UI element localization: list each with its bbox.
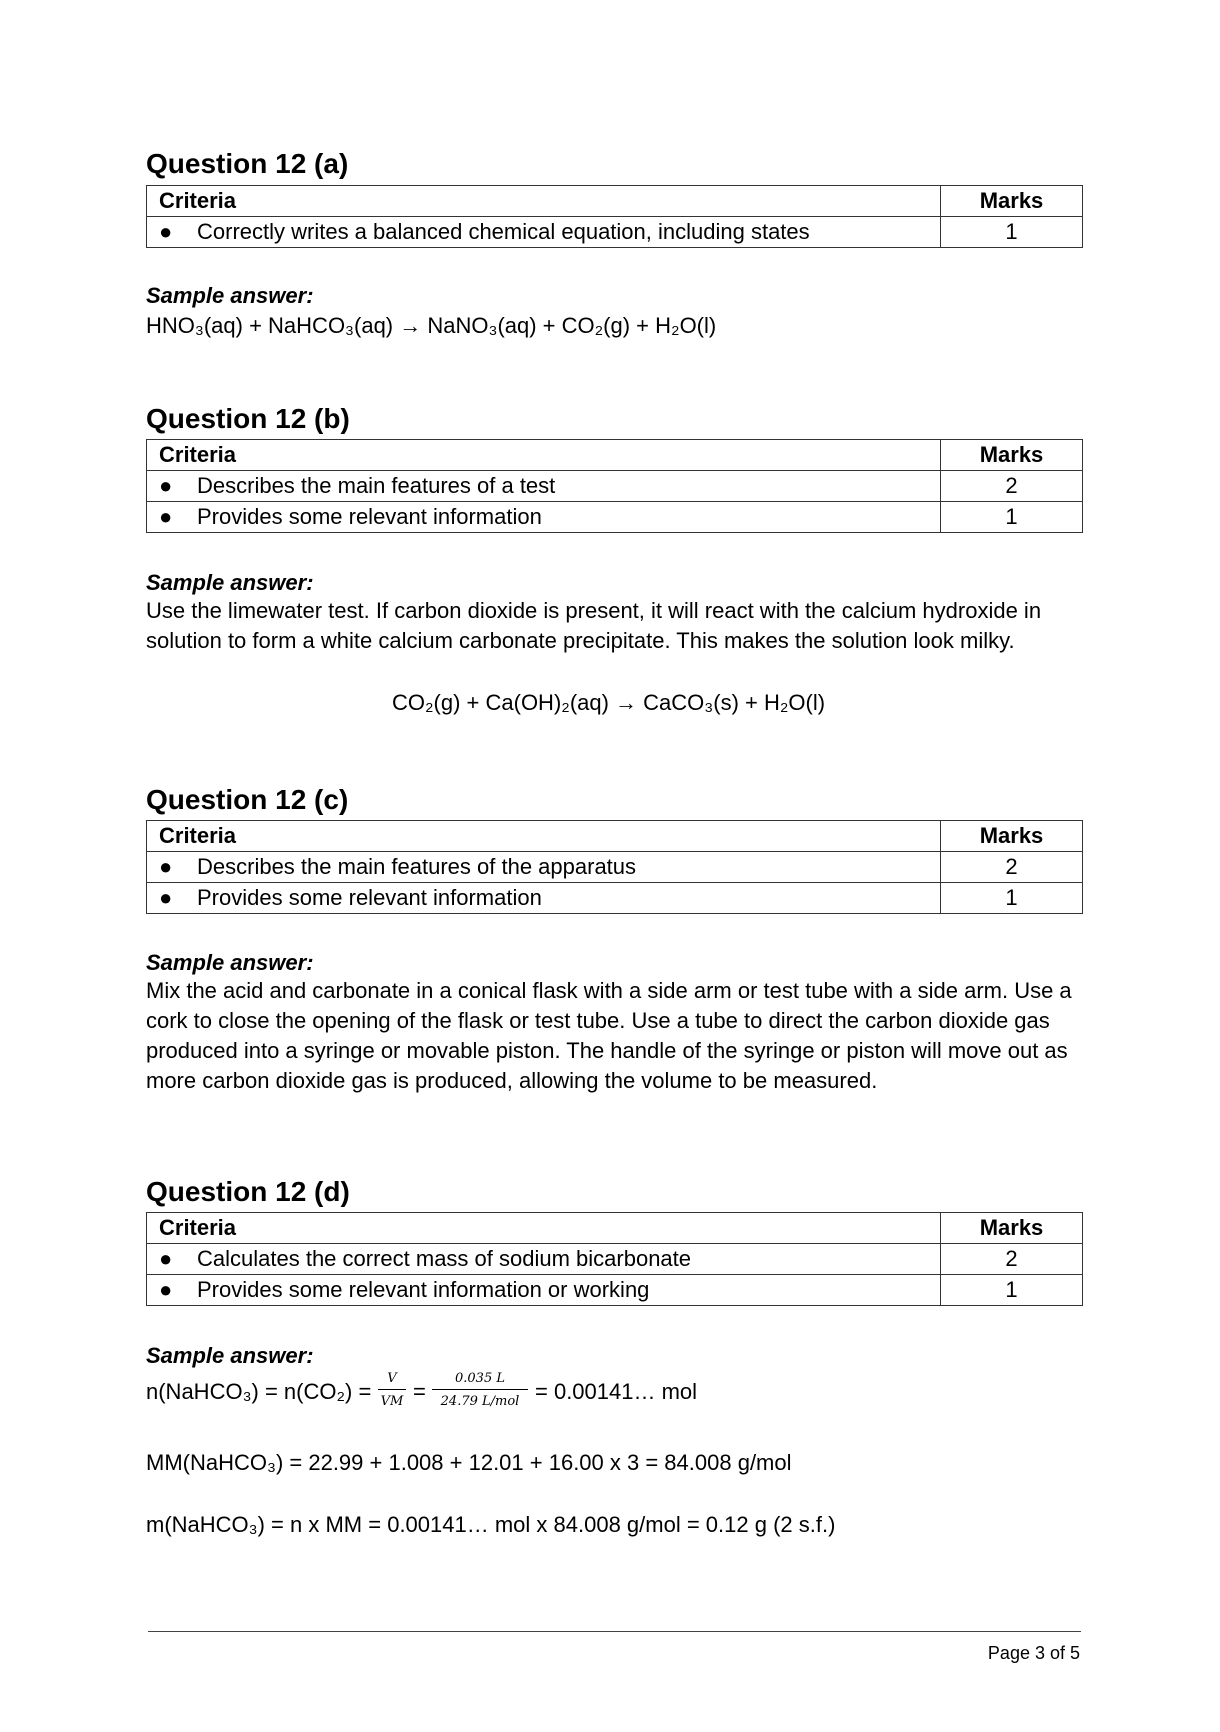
q12b-equation: CO₂(g) + Ca(OH)₂(aq) → CaCO₃(s) + H₂O(l) (392, 690, 826, 715)
q12c-answer: Mix the acid and carbonate in a conical flask with a side arm or test tube with a side arm. Use a cork to close the opening of the flask or test tube. Use a tube to direct the carbon dioxide gas produced into a syringe or movable piston. The handle of the syringe or piston will move out as more carbon dioxide gas is produced, allowing the volume to be measured. (146, 978, 1072, 1093)
table-row (147, 883, 1083, 914)
q12b-criteria-table (146, 439, 1083, 533)
q12c-sample-label: Sample answer: (146, 950, 314, 975)
criterion-text: Provides some relevant information (197, 885, 542, 910)
criteria-header: Criteria (147, 821, 941, 852)
frac2-bar (432, 1389, 528, 1390)
marks-value: 1 (941, 1275, 1083, 1306)
frac1-bar (378, 1389, 406, 1390)
frac1-numerator: V (387, 1371, 397, 1386)
q12a-equation: HNO₃(aq) + NaHCO₃(aq) → NaNO₃(aq) + CO₂(g) + H₂O(l) (146, 313, 717, 338)
table-header-row (147, 440, 1083, 471)
criteria-header: Criteria (147, 440, 941, 471)
marks-value: 1 (941, 883, 1083, 914)
bullet-icon: ● (159, 854, 173, 879)
marks-value: 2 (941, 1244, 1083, 1275)
table-row (147, 502, 1083, 533)
q12b-answer: Use the limewater test. If carbon dioxide is present, it will react with the calcium hydroxide in solution to form a white calcium carbonate precipitate. This makes the solution look milky. (146, 598, 1042, 653)
q12b-heading: Question 12 (b) (146, 403, 350, 434)
marks-header: Marks (941, 1213, 1083, 1244)
page-number: Page 3 of 5 (987, 1643, 1080, 1663)
table-row (147, 217, 1083, 248)
criterion-text: Provides some relevant information or working (197, 1277, 650, 1302)
table-header-row (147, 186, 1083, 217)
table-header-row (147, 821, 1083, 852)
bullet-icon: ● (159, 1277, 173, 1302)
table-row (147, 471, 1083, 502)
q12d-line3: m(NaHCO₃) = n x MM = 0.00141… mol x 84.008 g/mol = 0.12 g (2 s.f.) (146, 1512, 836, 1537)
marks-header: Marks (941, 821, 1083, 852)
q12d-equals: = (413, 1379, 426, 1404)
criterion-text: Describes the main features of a test (197, 473, 556, 498)
marks-header: Marks (941, 186, 1083, 217)
bullet-icon: ● (159, 1246, 173, 1271)
q12a-criteria-table (146, 185, 1083, 248)
q12d-line1-prefix: n(NaHCO₃) = n(CO₂) = (146, 1379, 372, 1404)
criteria-header: Criteria (147, 186, 941, 217)
marks-value: 1 (941, 502, 1083, 533)
q12a-heading: Question 12 (a) (146, 148, 349, 179)
criterion-text: Describes the main features of the apparatus (197, 854, 637, 879)
criteria-header: Criteria (147, 1213, 941, 1244)
table-header-row (147, 1213, 1083, 1244)
table-row (147, 1275, 1083, 1306)
criterion-text: Calculates the correct mass of sodium bicarbonate (197, 1246, 692, 1271)
marks-value: 2 (941, 852, 1083, 883)
criterion-text: Provides some relevant information (197, 504, 542, 529)
q12a-sample-label: Sample answer: (146, 283, 314, 308)
q12c-criteria-table (146, 820, 1083, 914)
bullet-icon: ● (159, 504, 173, 529)
marks-value: 2 (941, 471, 1083, 502)
table-row (147, 852, 1083, 883)
q12c-heading: Question 12 (c) (146, 784, 349, 815)
q12d-criteria-table (146, 1212, 1083, 1306)
table-row (147, 1244, 1083, 1275)
q12d-sample-label: Sample answer: (146, 1343, 314, 1368)
frac2-numerator: 0.035 L (455, 1371, 505, 1386)
q12d-line2: MM(NaHCO₃) = 22.99 + 1.008 + 12.01 + 16.00 x 3 = 84.008 g/mol (146, 1450, 792, 1475)
marks-value: 1 (941, 217, 1083, 248)
q12b-sample-label: Sample answer: (146, 570, 314, 595)
bullet-icon: ● (159, 219, 173, 244)
bullet-icon: ● (159, 885, 173, 910)
frac2-denominator: 24.79 L/mol (440, 1394, 520, 1409)
bullet-icon: ● (159, 473, 173, 498)
footer-divider (148, 1631, 1081, 1632)
marks-header: Marks (941, 440, 1083, 471)
criterion-text: Correctly writes a balanced chemical equation, including states (197, 219, 810, 244)
q12d-heading: Question 12 (d) (146, 1176, 350, 1207)
frac1-denominator: VM (380, 1394, 404, 1409)
q12d-line1-result: = 0.00141… mol (535, 1379, 698, 1404)
